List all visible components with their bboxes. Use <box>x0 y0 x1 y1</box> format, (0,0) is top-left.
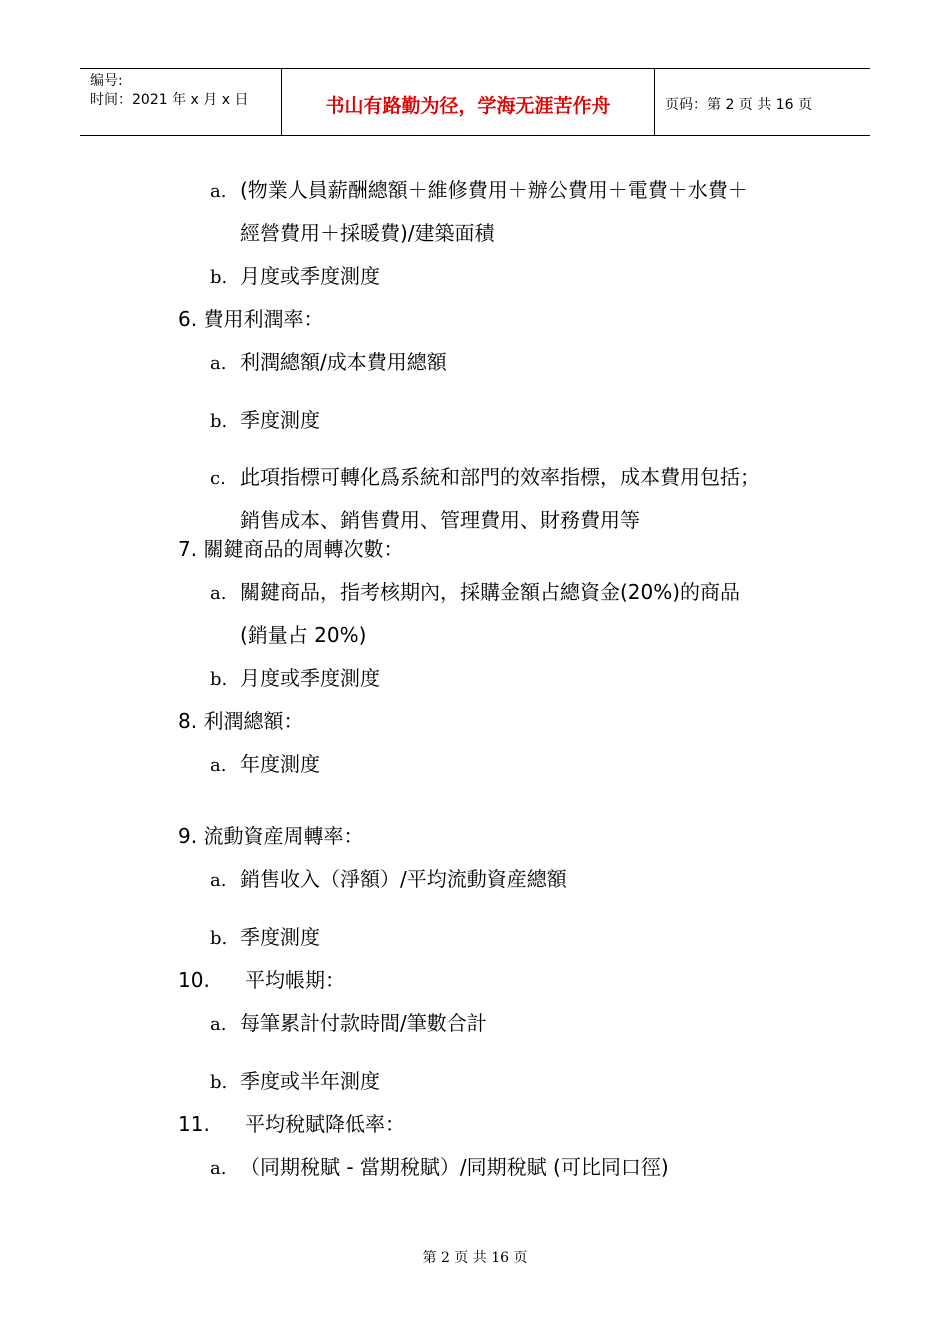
page-footer: 第 2 页 共 16 页 <box>422 1250 528 1266</box>
list-item-text-continued: (銷量占 20%) <box>240 623 367 647</box>
list-marker: a. <box>210 1158 227 1179</box>
list-marker: a. <box>210 353 227 374</box>
header-meta <box>80 69 282 135</box>
list-marker: a. <box>210 181 227 202</box>
list-marker: a. <box>210 583 227 604</box>
list-item-text: 季度或半年測度 <box>240 1069 380 1093</box>
list-marker: b. <box>210 669 228 690</box>
section-heading: 平均帳期： <box>245 968 345 992</box>
list-marker: b. <box>210 267 228 288</box>
header-motto: 书山有路勤为径，学海无涯苦作舟 <box>282 69 655 135</box>
list-marker: a. <box>210 755 227 776</box>
list-item-text: 每筆累計付款時間/筆數合計 <box>240 1011 487 1035</box>
list-item-text: 此項指標可轉化爲系統和部門的效率指標，成本費用包括； <box>240 465 760 489</box>
list-marker: b. <box>210 1072 228 1093</box>
list-item-text: 季度測度 <box>240 925 320 949</box>
document-number-label: 编号: <box>90 73 123 89</box>
section-heading: 6. 費用利潤率： <box>178 307 324 331</box>
list-item-text: （同期稅賦 - 當期稅賦）/同期稅賦 (可比同口徑) <box>240 1155 669 1179</box>
section-number: 11. <box>178 1112 210 1136</box>
list-marker: b. <box>210 411 228 432</box>
list-item-text: 月度或季度測度 <box>240 264 380 288</box>
page-header <box>80 68 870 136</box>
list-marker: c. <box>210 468 226 489</box>
list-item-text: 關鍵商品，指考核期內，採購金額占總資金(20%)的商品 <box>240 580 741 604</box>
list-marker: a. <box>210 870 227 891</box>
list-item-text: 銷售收入（淨額）/平均流動資産總額 <box>240 867 567 891</box>
list-item-text-continued: 經營費用＋採暖費)/建築面積 <box>240 221 495 245</box>
list-item-text: 年度測度 <box>240 752 320 776</box>
section-heading: 8. 利潤總額： <box>178 709 304 733</box>
section-number: 10. <box>178 968 210 992</box>
list-marker: a. <box>210 1014 227 1035</box>
list-item-text: 月度或季度測度 <box>240 666 380 690</box>
list-item-text: 利潤總額/成本費用總額 <box>240 350 447 374</box>
list-marker: b. <box>210 928 228 949</box>
section-heading: 7. 關鍵商品的周轉次數： <box>178 537 404 561</box>
section-heading: 9. 流動資産周轉率： <box>178 824 364 848</box>
section-heading: 平均稅賦降低率： <box>245 1112 405 1136</box>
list-item-text: 季度測度 <box>240 408 320 432</box>
list-item-text: (物業人員薪酬總額＋維修費用＋辦公費用＋電費＋水費＋ <box>240 178 748 202</box>
header-page-info: 页码：第 2 页 共 16 页 <box>665 97 812 113</box>
document-date: 时间：2021 年 x 月 x 日 <box>90 92 249 108</box>
list-item-text-continued: 銷售成本、銷售費用、管理費用、財務費用等 <box>240 508 640 532</box>
